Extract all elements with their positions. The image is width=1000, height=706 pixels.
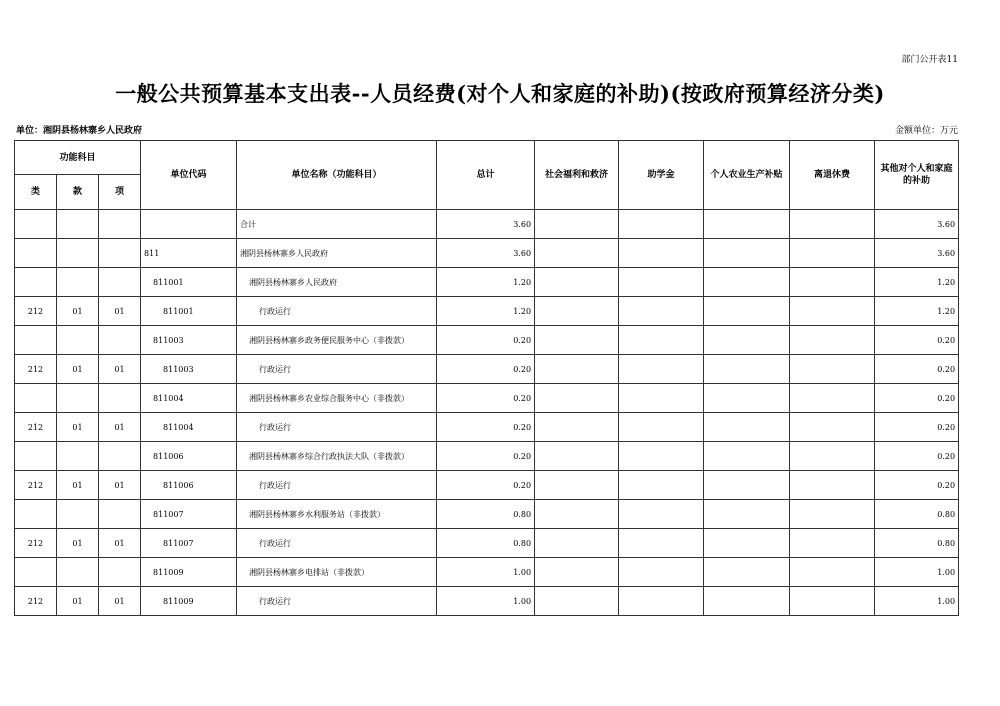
table-row	[15, 326, 959, 355]
form-number: 部门公开表11	[901, 55, 958, 65]
cell-social-welfare	[535, 268, 619, 297]
cell-unit-code: 811009	[141, 587, 237, 616]
cell-unit-name: 行政运行	[237, 471, 437, 500]
cell-total: 0.20	[437, 384, 535, 413]
table-row	[15, 384, 959, 413]
cell-total: 0.80	[437, 500, 535, 529]
table-row	[15, 529, 959, 558]
table-row	[15, 500, 959, 529]
cell-kuan	[57, 239, 99, 268]
cell-lei	[15, 268, 57, 297]
cell-student-aid	[619, 384, 704, 413]
table-row	[15, 413, 959, 442]
table-row	[15, 587, 959, 616]
cell-student-aid	[619, 297, 704, 326]
cell-social-welfare	[535, 587, 619, 616]
cell-unit-name: 湘阴县杨林寨乡综合行政执法大队（非拨款）	[237, 442, 437, 471]
cell-social-welfare	[535, 558, 619, 587]
cell-total: 3.60	[437, 239, 535, 268]
cell-lei	[15, 210, 57, 239]
cell-lei	[15, 239, 57, 268]
cell-other-subsidy: 0.20	[875, 471, 959, 500]
cell-unit-name: 行政运行	[237, 355, 437, 384]
cell-retirement	[790, 384, 875, 413]
cell-unit-name: 湘阴县杨林寨乡人民政府	[237, 239, 437, 268]
cell-kuan: 01	[57, 297, 99, 326]
cell-retirement	[790, 558, 875, 587]
header-xiang: 项	[99, 175, 141, 210]
cell-unit-code: 811007	[141, 500, 237, 529]
cell-unit-code	[141, 210, 237, 239]
cell-kuan: 01	[57, 471, 99, 500]
cell-social-welfare	[535, 529, 619, 558]
cell-student-aid	[619, 500, 704, 529]
cell-xiang	[99, 210, 141, 239]
cell-kuan	[57, 558, 99, 587]
cell-unit-name: 合计	[237, 210, 437, 239]
cell-xiang: 01	[99, 297, 141, 326]
cell-agri-production	[704, 529, 790, 558]
cell-unit-name: 行政运行	[237, 413, 437, 442]
cell-social-welfare	[535, 500, 619, 529]
cell-xiang: 01	[99, 529, 141, 558]
table-row	[15, 268, 959, 297]
cell-retirement	[790, 326, 875, 355]
cell-agri-production	[704, 239, 790, 268]
cell-lei	[15, 500, 57, 529]
cell-social-welfare	[535, 355, 619, 384]
cell-unit-code: 811003	[141, 355, 237, 384]
cell-other-subsidy: 0.80	[875, 500, 959, 529]
cell-student-aid	[619, 558, 704, 587]
cell-unit-code: 811004	[141, 384, 237, 413]
cell-kuan	[57, 326, 99, 355]
cell-retirement	[790, 442, 875, 471]
cell-xiang	[99, 239, 141, 268]
cell-retirement	[790, 268, 875, 297]
cell-lei: 212	[15, 355, 57, 384]
header-agri-production: 个人农业生产补贴	[704, 141, 790, 210]
cell-retirement	[790, 471, 875, 500]
cell-unit-name: 行政运行	[237, 529, 437, 558]
cell-kuan: 01	[57, 587, 99, 616]
cell-unit-name: 湘阴县杨林寨乡农业综合服务中心（非拨款）	[237, 384, 437, 413]
cell-student-aid	[619, 471, 704, 500]
cell-other-subsidy: 0.80	[875, 529, 959, 558]
cell-retirement	[790, 210, 875, 239]
cell-other-subsidy: 0.20	[875, 355, 959, 384]
cell-lei	[15, 384, 57, 413]
cell-unit-code: 811001	[141, 268, 237, 297]
cell-xiang	[99, 268, 141, 297]
cell-retirement	[790, 587, 875, 616]
cell-xiang: 01	[99, 355, 141, 384]
cell-total: 1.20	[437, 297, 535, 326]
cell-unit-code: 811007	[141, 529, 237, 558]
cell-kuan: 01	[57, 413, 99, 442]
header-lei: 类	[15, 175, 57, 210]
cell-agri-production	[704, 413, 790, 442]
cell-total: 0.20	[437, 471, 535, 500]
cell-student-aid	[619, 326, 704, 355]
cell-agri-production	[704, 471, 790, 500]
header-kuan: 款	[57, 175, 99, 210]
cell-other-subsidy: 0.20	[875, 326, 959, 355]
table-row	[15, 471, 959, 500]
cell-student-aid	[619, 442, 704, 471]
cell-student-aid	[619, 529, 704, 558]
cell-other-subsidy: 0.20	[875, 442, 959, 471]
cell-xiang	[99, 500, 141, 529]
cell-unit-name: 湘阴县杨林寨乡水利服务站（非拨款）	[237, 500, 437, 529]
header-student-aid: 助学金	[619, 141, 704, 210]
cell-student-aid	[619, 413, 704, 442]
cell-xiang	[99, 326, 141, 355]
table-row	[15, 355, 959, 384]
cell-agri-production	[704, 442, 790, 471]
cell-other-subsidy: 0.20	[875, 413, 959, 442]
cell-total: 1.00	[437, 587, 535, 616]
cell-retirement	[790, 500, 875, 529]
cell-total: 0.20	[437, 442, 535, 471]
cell-xiang	[99, 442, 141, 471]
cell-unit-code: 811009	[141, 558, 237, 587]
cell-xiang: 01	[99, 413, 141, 442]
cell-agri-production	[704, 587, 790, 616]
cell-kuan: 01	[57, 529, 99, 558]
cell-agri-production	[704, 355, 790, 384]
cell-student-aid	[619, 587, 704, 616]
cell-unit-code: 811	[141, 239, 237, 268]
cell-kuan	[57, 384, 99, 413]
cell-other-subsidy: 1.00	[875, 558, 959, 587]
header-unit-name: 单位名称（功能科目）	[237, 141, 437, 210]
cell-unit-name: 湘阴县杨林寨乡人民政府	[237, 268, 437, 297]
cell-retirement	[790, 355, 875, 384]
cell-total: 0.20	[437, 326, 535, 355]
cell-kuan	[57, 268, 99, 297]
table-row	[15, 239, 959, 268]
cell-other-subsidy: 1.20	[875, 297, 959, 326]
cell-unit-name: 湘阴县杨林寨乡电排站（非拨款）	[237, 558, 437, 587]
cell-lei: 212	[15, 529, 57, 558]
cell-xiang: 01	[99, 471, 141, 500]
cell-other-subsidy: 1.00	[875, 587, 959, 616]
cell-unit-code: 811006	[141, 442, 237, 471]
cell-xiang: 01	[99, 587, 141, 616]
cell-social-welfare	[535, 326, 619, 355]
page-title: 一般公共预算基本支出表--人员经费(对个人和家庭的补助)(按政府预算经济分类)	[115, 81, 885, 106]
cell-total: 0.20	[437, 355, 535, 384]
cell-agri-production	[704, 268, 790, 297]
cell-lei: 212	[15, 413, 57, 442]
table-row	[15, 442, 959, 471]
cell-agri-production	[704, 210, 790, 239]
cell-social-welfare	[535, 413, 619, 442]
header-other-subsidy: 其他对个人和家庭的补助	[875, 141, 959, 210]
cell-total: 1.20	[437, 268, 535, 297]
table-row	[15, 297, 959, 326]
cell-other-subsidy: 3.60	[875, 210, 959, 239]
cell-retirement	[790, 297, 875, 326]
cell-kuan: 01	[57, 355, 99, 384]
cell-other-subsidy: 0.20	[875, 384, 959, 413]
amount-unit-label: 金额单位：万元	[894, 126, 958, 136]
budget-table	[14, 140, 959, 616]
table-row	[15, 210, 959, 239]
table-body	[15, 210, 959, 616]
cell-social-welfare	[535, 210, 619, 239]
cell-lei	[15, 326, 57, 355]
cell-unit-code: 811003	[141, 326, 237, 355]
unit-label: 单位：湘阴县杨林寨乡人民政府	[16, 126, 143, 136]
cell-unit-name: 行政运行	[237, 297, 437, 326]
cell-agri-production	[704, 326, 790, 355]
cell-student-aid	[619, 268, 704, 297]
cell-social-welfare	[535, 442, 619, 471]
cell-other-subsidy: 3.60	[875, 239, 959, 268]
cell-kuan	[57, 442, 99, 471]
cell-social-welfare	[535, 384, 619, 413]
cell-kuan	[57, 500, 99, 529]
cell-lei: 212	[15, 297, 57, 326]
cell-unit-name: 湘阴县杨林寨乡政务便民服务中心（非拨款）	[237, 326, 437, 355]
cell-other-subsidy: 1.20	[875, 268, 959, 297]
cell-agri-production	[704, 297, 790, 326]
cell-lei: 212	[15, 471, 57, 500]
cell-unit-name: 行政运行	[237, 587, 437, 616]
cell-unit-code: 811006	[141, 471, 237, 500]
cell-xiang	[99, 384, 141, 413]
header-total: 总计	[437, 141, 535, 210]
cell-agri-production	[704, 500, 790, 529]
cell-retirement	[790, 413, 875, 442]
cell-lei: 212	[15, 587, 57, 616]
cell-social-welfare	[535, 297, 619, 326]
cell-xiang	[99, 558, 141, 587]
cell-total: 0.80	[437, 529, 535, 558]
cell-agri-production	[704, 558, 790, 587]
cell-agri-production	[704, 384, 790, 413]
header-social-welfare: 社会福利和救济	[535, 141, 619, 210]
cell-total: 3.60	[437, 210, 535, 239]
cell-lei	[15, 442, 57, 471]
cell-total: 0.20	[437, 413, 535, 442]
cell-total: 1.00	[437, 558, 535, 587]
cell-kuan	[57, 210, 99, 239]
header-retirement: 离退休费	[790, 141, 875, 210]
cell-lei	[15, 558, 57, 587]
cell-student-aid	[619, 210, 704, 239]
header-unit-code: 单位代码	[141, 141, 237, 210]
header-func-subject: 功能科目	[15, 141, 141, 175]
cell-unit-code: 811004	[141, 413, 237, 442]
cell-student-aid	[619, 355, 704, 384]
cell-retirement	[790, 239, 875, 268]
cell-social-welfare	[535, 239, 619, 268]
cell-retirement	[790, 529, 875, 558]
cell-social-welfare	[535, 471, 619, 500]
cell-unit-code: 811001	[141, 297, 237, 326]
cell-student-aid	[619, 239, 704, 268]
table-row	[15, 558, 959, 587]
